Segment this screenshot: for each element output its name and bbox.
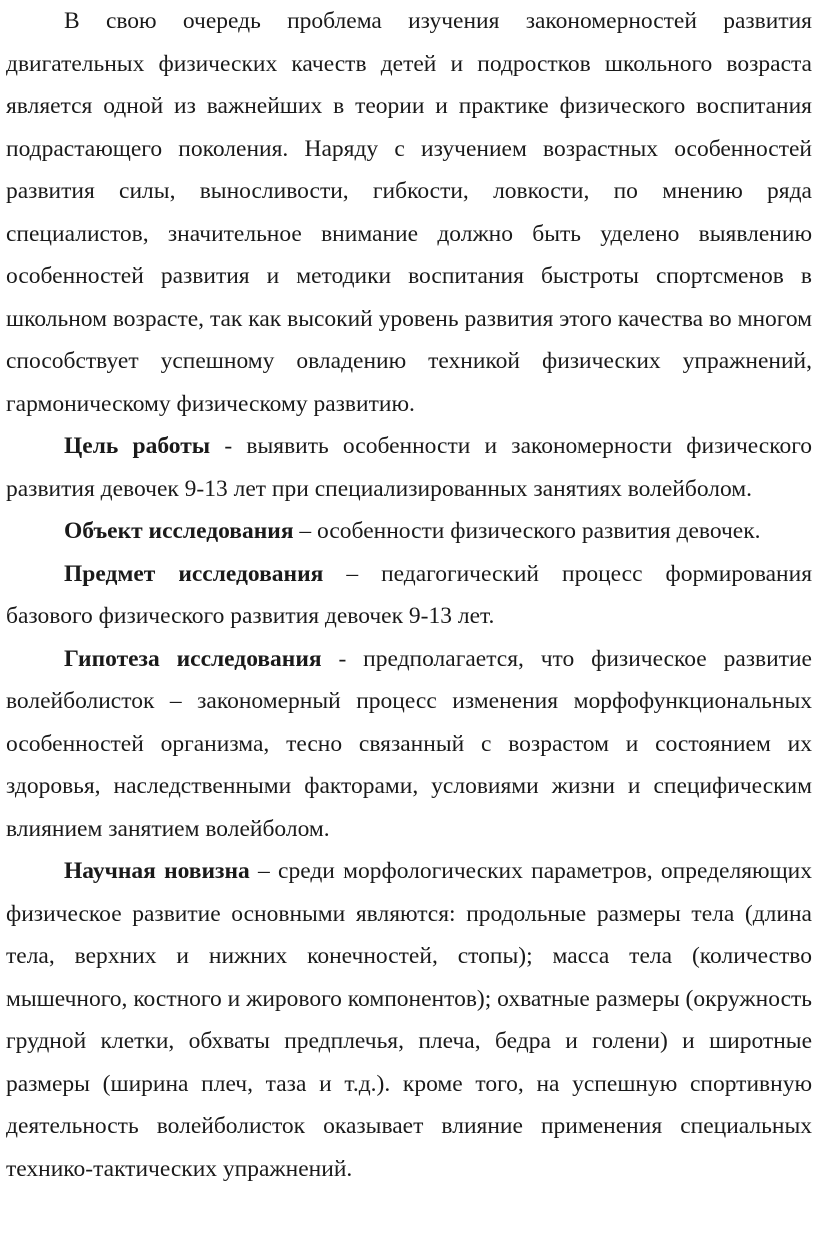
document-page (6, 0, 812, 1190)
hypothesis-paragraph (6, 638, 812, 851)
object-separator: – (293, 518, 318, 544)
hypothesis-label: Гипотеза исследования (64, 645, 322, 672)
paragraph-text: В свою очередь проблема изучения закономерностей развития двигательных физических качеств детей и подростков школьного возраста является одной из важнейших в теории и практике физического воспитания подрастающего поколения. Наряду с изучением возрастных особенностей развития силы, выносливости, гибкости, ловкости, по мнению ряда специалистов, значительное внимание должно быть уделено выявлению особенностей развития и методики воспитания быстроты спортсменов в школьном возрасте, так как высокий уровень развития этого качества во многом способствует успешному овладению техникой физических упражнений, гармоническому физическому развитию. (6, 8, 812, 417)
novelty-paragraph (6, 850, 812, 1190)
goal-separator: - (210, 433, 247, 459)
goal-label: Цель работы (64, 433, 211, 459)
novelty-separator: – (249, 858, 279, 884)
object-paragraph (6, 510, 812, 553)
subject-paragraph (6, 553, 812, 638)
subject-label: Предмет исследования (64, 560, 324, 587)
hypothesis-separator: - (321, 645, 364, 672)
object-label: Объект исследования (64, 518, 294, 544)
subject-text: педагогический процесс формирования базового физического развития девочек 9-13 лет. (6, 560, 812, 629)
subject-separator: – (323, 560, 382, 587)
intro-paragraph (6, 0, 812, 425)
novelty-text: среди морфологических параметров, определяющих физическое развитие основными являются: продольные размеры тела (длина тела, верхних и нижних конечностей, стопы); масса тела (количество мышечного, костного и жирового компонентов); охватные размеры (окружность грудной клетки, обхваты предплечья, плеча, бедра и голени) и широтные размеры (ширина плеч, таза и т.д.). кроме того, на успешную спортивную деятельность волейболисток оказывает влияние применения специальных технико-тактических упражнений. (6, 858, 813, 1182)
object-text: особенности физического развития девочек. (317, 518, 761, 544)
novelty-label: Научная новизна (64, 858, 250, 884)
goal-text: выявить особенности и закономерности физического развития девочек 9-13 лет при специализированных занятиях волейболом. (6, 433, 813, 502)
hypothesis-text: предполагается, что физическое развитие волейболисток – закономерный процесс изменения морфофункциональных особенностей организма, тесно связанный с возрастом и состоянием их здоровья, наследственными факторами, условиями жизни и специфическим влиянием занятием волейболом. (6, 645, 812, 842)
goal-paragraph (6, 425, 812, 510)
